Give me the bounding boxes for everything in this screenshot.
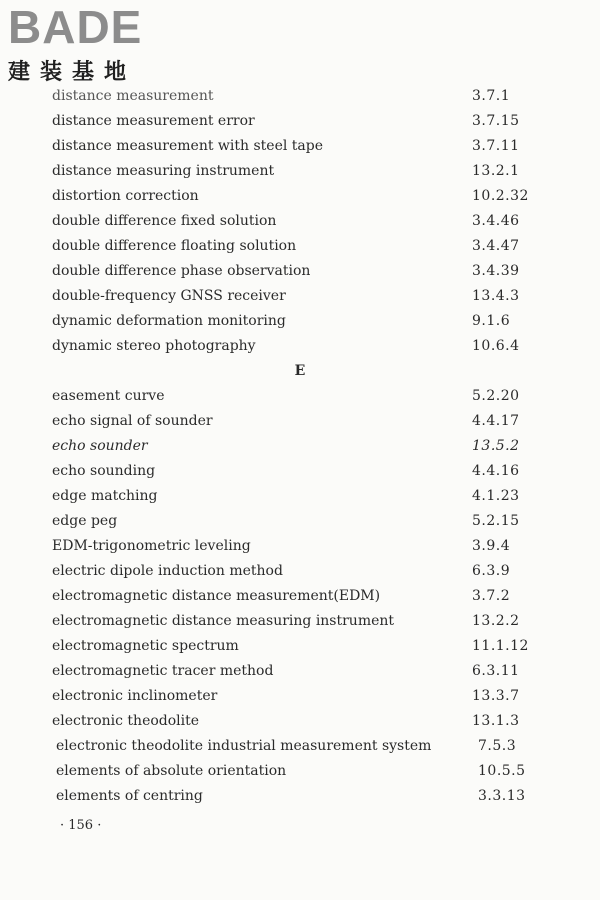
entry-reference: 10.5.5 xyxy=(478,763,526,779)
entry-term: electromagnetic distance measurement(EDM) xyxy=(52,588,381,604)
index-entry xyxy=(0,334,600,359)
entry-reference: 11.1.12 xyxy=(472,638,529,654)
entry-term: dynamic deformation monitoring xyxy=(52,313,286,329)
entry-reference: 10.6.4 xyxy=(472,338,520,354)
entry-reference: 10.2.32 xyxy=(472,188,529,204)
index-entry xyxy=(0,259,600,284)
index-entry xyxy=(0,159,600,184)
index-entry xyxy=(0,684,600,709)
entry-term: echo signal of sounder xyxy=(52,413,213,429)
index-entry xyxy=(0,84,600,109)
index-entry xyxy=(0,309,600,334)
entry-reference: 13.3.7 xyxy=(472,688,520,704)
entry-reference: 3.9.4 xyxy=(472,538,511,554)
entry-term: distance measurement with steel tape xyxy=(52,138,324,154)
entry-reference: 4.1.23 xyxy=(472,488,520,504)
entry-reference: 3.4.47 xyxy=(472,238,520,254)
index-entry xyxy=(0,434,600,459)
entry-reference: 3.7.15 xyxy=(472,113,520,129)
entry-term: distance measurement xyxy=(52,88,214,104)
section-heading: E xyxy=(294,363,306,379)
glossary-index xyxy=(0,84,600,809)
index-entry xyxy=(0,484,600,509)
entry-term: elements of absolute orientation xyxy=(56,763,287,779)
watermark-logo xyxy=(8,1,178,90)
entry-term: double-frequency GNSS receiver xyxy=(52,288,286,304)
entry-reference: 7.5.3 xyxy=(478,738,517,754)
index-entry xyxy=(0,659,600,684)
entry-term: echo sounder xyxy=(52,438,148,454)
entry-reference: 5.2.15 xyxy=(472,513,520,529)
index-entry xyxy=(0,209,600,234)
index-entry xyxy=(0,409,600,434)
index-entry xyxy=(0,284,600,309)
index-entry xyxy=(0,609,600,634)
index-entry xyxy=(0,734,600,759)
entry-term: EDM-trigonometric leveling xyxy=(52,538,251,554)
entry-reference: 3.7.1 xyxy=(472,88,511,104)
entry-term: distance measuring instrument xyxy=(52,163,275,179)
entry-reference: 5.2.20 xyxy=(472,388,520,404)
entry-reference: 6.3.9 xyxy=(472,563,511,579)
entry-term: electronic theodolite industrial measurement system xyxy=(56,738,432,754)
entry-reference: 3.4.39 xyxy=(472,263,520,279)
index-entry xyxy=(0,234,600,259)
entry-term: electronic theodolite xyxy=(52,713,200,729)
entry-term: double difference fixed solution xyxy=(52,213,277,229)
index-entry xyxy=(0,184,600,209)
entry-term: echo sounding xyxy=(52,463,156,479)
index-entry xyxy=(0,784,600,809)
entry-reference: 13.1.3 xyxy=(472,713,520,729)
index-entry xyxy=(0,509,600,534)
entry-term: distortion correction xyxy=(52,188,199,204)
index-entry xyxy=(0,134,600,159)
entry-term: double difference floating solution xyxy=(52,238,297,254)
entry-term: double difference phase observation xyxy=(52,263,311,279)
entry-term: edge matching xyxy=(52,488,158,504)
entry-term: dynamic stereo photography xyxy=(52,338,256,354)
entry-reference: 6.3.11 xyxy=(472,663,520,679)
page-number: · 156 · xyxy=(60,818,102,833)
entry-reference: 4.4.16 xyxy=(472,463,520,479)
entry-reference: 13.2.1 xyxy=(472,163,520,179)
entry-term: electromagnetic spectrum xyxy=(52,638,239,654)
entry-reference: 3.4.46 xyxy=(472,213,520,229)
entry-term: electromagnetic distance measuring instrument xyxy=(52,613,395,629)
index-entry xyxy=(0,634,600,659)
entry-term: elements of centring xyxy=(56,788,203,804)
index-entry xyxy=(0,709,600,734)
index-entry xyxy=(0,109,600,134)
entry-reference: 3.7.2 xyxy=(472,588,511,604)
entry-term: electromagnetic tracer method xyxy=(52,663,274,679)
entry-term: edge peg xyxy=(52,513,118,529)
entry-term: easement curve xyxy=(52,388,165,404)
index-entry xyxy=(0,459,600,484)
entry-reference: 3.7.11 xyxy=(472,138,520,154)
entry-term: electronic inclinometer xyxy=(52,688,218,704)
index-entry xyxy=(0,559,600,584)
logo-subtitle: 建装基地 xyxy=(8,60,137,85)
index-entry xyxy=(0,384,600,409)
logo-wordmark: BADE xyxy=(8,1,143,53)
entry-reference: 4.4.17 xyxy=(472,413,520,429)
entry-reference: 13.5.2 xyxy=(472,438,520,454)
index-entry xyxy=(0,759,600,784)
entry-reference: 13.2.2 xyxy=(472,613,520,629)
entry-reference: 13.4.3 xyxy=(472,288,520,304)
entry-reference: 9.1.6 xyxy=(472,313,511,329)
entry-term: distance measurement error xyxy=(52,113,255,129)
entry-reference: 3.3.13 xyxy=(478,788,526,804)
entry-term: electric dipole induction method xyxy=(52,563,283,579)
index-entry xyxy=(0,534,600,559)
index-entry xyxy=(0,584,600,609)
